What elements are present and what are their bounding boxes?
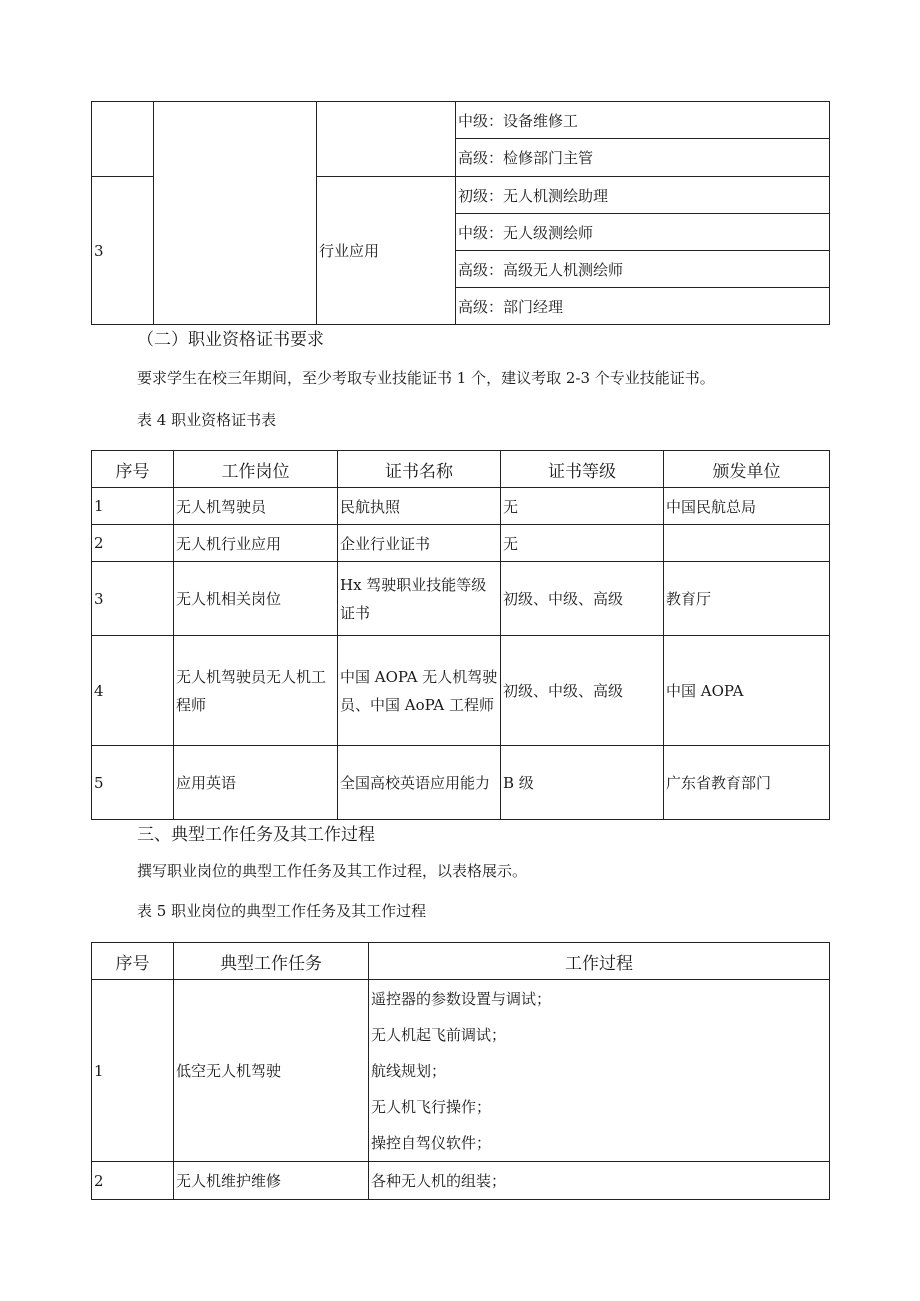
table3-level: 中级：设备维修工 (456, 102, 830, 139)
table4-post: 无人机行业应用 (174, 525, 338, 562)
table3-level: 高级：部门经理 (456, 288, 830, 325)
table5-step: 无人机起飞前调试； (371, 1025, 507, 1044)
table5-steps (369, 980, 830, 1162)
table-row (92, 636, 830, 746)
table4-cert: Hx 驾驶职业技能等级证书 (338, 562, 501, 636)
table5-step: 航线规划； (371, 1061, 447, 1080)
tasks-paragraph: 撰写职业岗位的典型工作任务及其工作过程，以表格展示。 (137, 862, 528, 880)
table4-seq: 1 (92, 488, 174, 525)
table4-level: B 级 (501, 746, 664, 820)
table5-header: 序号 (92, 943, 174, 980)
table5-step: 各种无人机的组装； (369, 1162, 830, 1200)
table4-level: 无 (501, 525, 664, 562)
table4-post: 无人机驾驶员无人机工程师 (174, 636, 338, 746)
table4-issuer (664, 525, 830, 562)
table4-issuer: 中国 AOPA (664, 636, 830, 746)
table4-post: 无人机驾驶员 (174, 488, 338, 525)
table5-task: 无人机维护维修 (174, 1162, 369, 1200)
table3-level: 中级：无人级测绘师 (456, 214, 830, 251)
table4-level: 初级、中级、高级 (501, 636, 664, 746)
section-heading-tasks: 三、典型工作任务及其工作过程 (137, 825, 375, 845)
table4-post: 应用英语 (174, 746, 338, 820)
table4-header: 证书名称 (338, 451, 501, 488)
table4-header: 颁发单位 (664, 451, 830, 488)
table4-cert: 全国高校英语应用能力 (338, 746, 501, 820)
table4-issuer: 广东省教育部门 (664, 746, 830, 820)
table4-seq: 3 (92, 562, 174, 636)
table-row (92, 980, 830, 1162)
table4-certificates (91, 450, 830, 820)
table4-seq: 4 (92, 636, 174, 746)
table4-cert: 企业行业证书 (338, 525, 501, 562)
table-row (92, 746, 830, 820)
table4-level: 无 (501, 488, 664, 525)
table5-step: 操控自驾仪软件； (371, 1133, 492, 1152)
table5-header: 典型工作任务 (174, 943, 369, 980)
table5-caption: 表 5 职业岗位的典型工作任务及其工作过程 (137, 902, 427, 920)
table4-header: 工作岗位 (174, 451, 338, 488)
table4-cert: 中国 AOPA 无人机驾驶员、中国 AoPA 工程师 (338, 636, 501, 746)
table4-level: 初级、中级、高级 (501, 562, 664, 636)
table3-tail (91, 101, 830, 325)
table-row (92, 1162, 830, 1200)
table5-task: 低空无人机驾驶 (174, 980, 369, 1162)
table4-cert: 民航执照 (338, 488, 501, 525)
certificates-paragraph: 要求学生在校三年期间，至少考取专业技能证书 1 个，建议考取 2-3 个专业技能证书。 (137, 369, 715, 387)
table5-step: 遥控器的参数设置与调试； (371, 989, 552, 1008)
table5-header: 工作过程 (369, 943, 830, 980)
table3-category (154, 102, 317, 325)
table3-seq-prev (92, 102, 154, 177)
table5-seq: 2 (92, 1162, 174, 1200)
table4-header: 证书等级 (501, 451, 664, 488)
table-row (92, 525, 830, 562)
table5-tasks (91, 942, 830, 1200)
table-row (92, 562, 830, 636)
table3-level: 高级：检修部门主管 (456, 139, 830, 177)
table3-level: 高级：高级无人机测绘师 (456, 251, 830, 288)
table3-seq: 3 (92, 177, 154, 325)
table3-direction-prev (317, 102, 456, 177)
table3-level: 初级：无人机测绘助理 (456, 177, 830, 214)
table-row (92, 488, 830, 525)
table4-issuer: 中国民航总局 (664, 488, 830, 525)
table4-issuer: 教育厅 (664, 562, 830, 636)
table3-direction: 行业应用 (317, 177, 456, 325)
table4-caption: 表 4 职业资格证书表 (137, 411, 277, 429)
table4-header: 序号 (92, 451, 174, 488)
table4-seq: 2 (92, 525, 174, 562)
table4-post: 无人机相关岗位 (174, 562, 338, 636)
table5-seq: 1 (92, 980, 174, 1162)
table5-step: 无人机飞行操作； (371, 1097, 492, 1116)
table4-seq: 5 (92, 746, 174, 820)
section-heading-certificates: （二）职业资格证书要求 (137, 330, 324, 350)
